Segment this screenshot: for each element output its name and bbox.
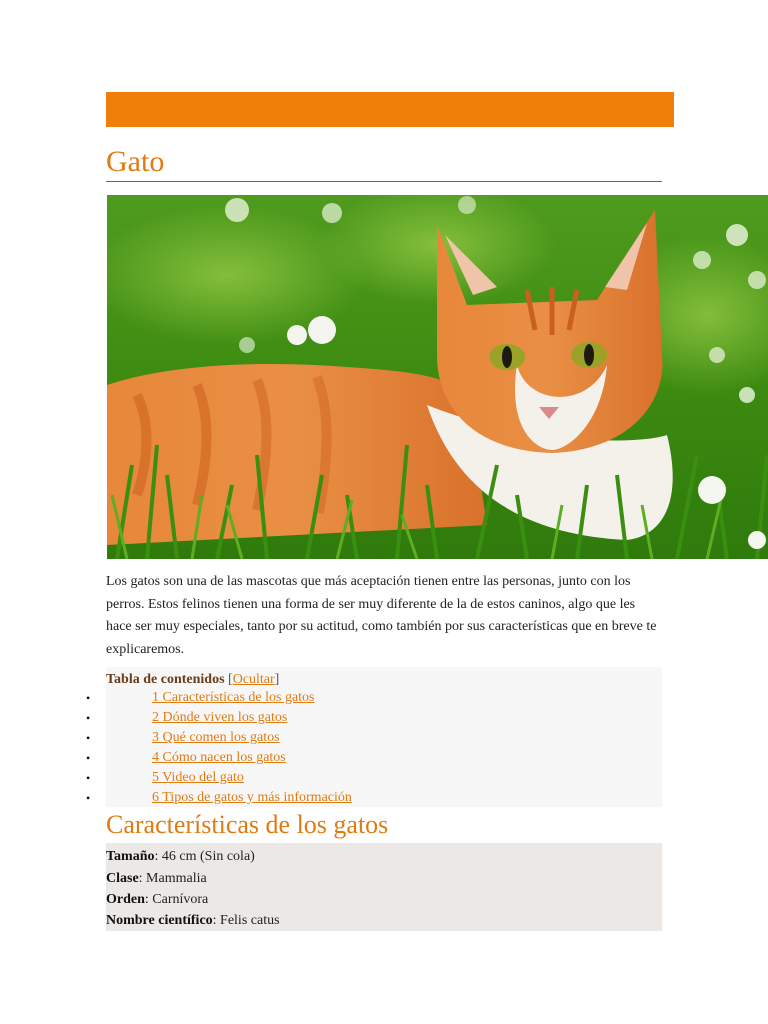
- toc-item-tipos: [86, 788, 626, 808]
- fact-row-orden: [106, 889, 208, 911]
- toc-hide-link[interactable]: Ocultar: [232, 672, 275, 687]
- fact-row-tamano: [106, 846, 255, 868]
- fact-label: Tamaño: [106, 849, 155, 864]
- table-of-contents: [86, 667, 662, 807]
- fact-row-nombre-cientifico: [106, 910, 280, 932]
- fact-row-clase: [106, 868, 207, 890]
- bullet-icon: •: [86, 751, 91, 765]
- toc-link-caracteristicas[interactable]: 1 Características de los gatos: [152, 690, 315, 705]
- toc-header: [106, 671, 279, 689]
- toc-link-que-comen[interactable]: 3 Qué comen los gatos: [152, 730, 280, 745]
- title-divider: [106, 181, 662, 182]
- header-accent-bar: [106, 92, 674, 127]
- bullet-icon: •: [86, 771, 91, 785]
- toc-item-video: [86, 768, 626, 788]
- toc-item-caracteristicas: [86, 688, 626, 708]
- fact-value: : 46 cm (Sin cola): [154, 849, 255, 864]
- fact-value: : Mammalia: [138, 871, 207, 886]
- bullet-icon: •: [86, 791, 91, 805]
- toc-link-como-nacen[interactable]: 4 Cómo nacen los gatos: [152, 750, 286, 765]
- toc-item-donde-viven: [86, 708, 626, 728]
- toc-link-video[interactable]: 5 Video del gato: [152, 770, 244, 785]
- page-title: Gato: [106, 145, 165, 178]
- fact-label: Clase: [106, 871, 139, 886]
- toc-open-bracket: [: [228, 672, 233, 687]
- toc-close-bracket: ]: [274, 672, 280, 687]
- hero-cat-image: [107, 195, 768, 559]
- toc-item-que-comen: [86, 728, 626, 748]
- intro-paragraph: Los gatos son una de las mascotas que más aceptación tienen entre las personas, junto con los perros. Estos felinos tienen una forma de ser muy diferente de la de estos caninos, algo que les hace ser muy especiales, tanto por su actitud, como también por sus características que en breve te explicaremos.: [106, 574, 657, 657]
- fact-value: : Felis catus: [212, 913, 280, 928]
- fact-label: Orden: [106, 892, 145, 907]
- bullet-icon: •: [86, 731, 91, 745]
- facts-box: [106, 843, 662, 931]
- toc-item-como-nacen: [86, 748, 626, 768]
- toc-title: Tabla de contenidos: [106, 672, 225, 687]
- fact-value: : Carnívora: [144, 892, 209, 907]
- section-heading-caracteristicas: Características de los gatos: [106, 810, 389, 839]
- fact-label: Nombre científico: [106, 913, 213, 928]
- toc-link-tipos[interactable]: 6 Tipos de gatos y más información: [152, 790, 352, 805]
- toc-link-donde-viven[interactable]: 2 Dónde viven los gatos: [152, 710, 288, 725]
- bullet-icon: •: [86, 691, 91, 705]
- bullet-icon: •: [86, 711, 91, 725]
